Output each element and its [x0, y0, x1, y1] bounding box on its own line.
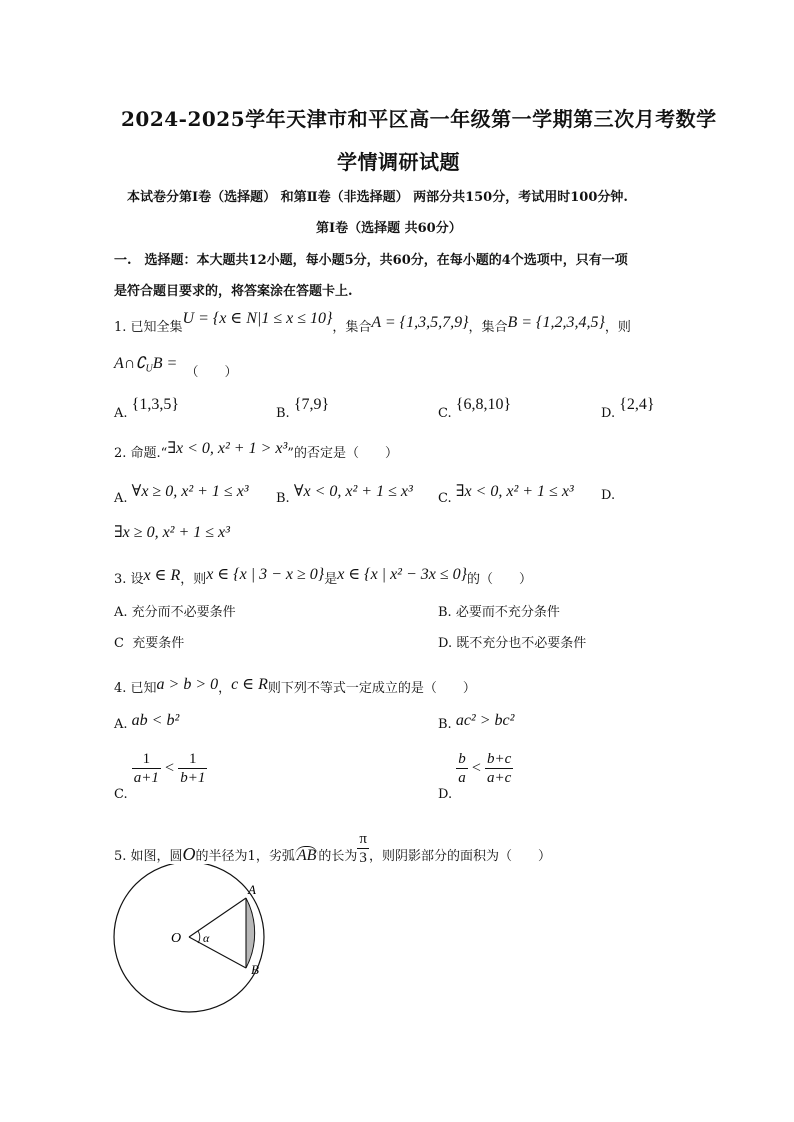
page-title-line1: 2024-2025学年天津市和平区高一年级第一学期第三次月考数学	[121, 107, 717, 131]
q1-option-a[interactable]: A. {1,3,5}	[114, 396, 180, 421]
q4-c-frac-right: $\frac{1}{b+1}$	[180, 751, 206, 786]
q1-expr-sub: U	[145, 363, 153, 375]
q3-option-b[interactable]: B. 必要而不充分条件	[438, 605, 560, 620]
q1-option-b[interactable]: B. {7,9}	[276, 396, 330, 421]
q2-option-d-value: ∃x ≥ 0, x² + 1 ≤ x³	[114, 524, 230, 541]
q3-option-d[interactable]: D. 既不充分也不必要条件	[438, 636, 587, 651]
q3-mid1: ，则	[180, 572, 207, 587]
q5-circle-O: O	[182, 844, 196, 864]
question-4	[114, 677, 476, 697]
q5-suffix: ，则阴影部分的面积为（ ）	[368, 849, 551, 864]
q4-cond2: c ∈ R	[231, 676, 268, 693]
q4-option-d[interactable]: D. $\frac{b}{a}$ < $\frac{b+c}{a+c}$	[438, 751, 512, 802]
radius-OA	[189, 898, 246, 937]
q4-option-b[interactable]: B. ac² > bc²	[438, 712, 515, 732]
q5-arc-AB: AB	[296, 847, 317, 864]
q2-prefix: 2. 命题.“	[114, 446, 168, 461]
q4-suffix: 则下列不等式一定成立的是（ ）	[267, 681, 476, 696]
q3-option-c[interactable]: C 充要条件	[114, 636, 185, 651]
q1-set-B: B = {1,2,3,4,5}	[507, 314, 605, 331]
q2-option-a[interactable]: A. ∀x ≥ 0, x² + 1 ≤ x³	[114, 483, 249, 506]
q3-option-a[interactable]: A. 充分而不必要条件	[114, 605, 236, 620]
instructions-line2: 是符合题目要求的，将答案涂在答题卡上.	[114, 284, 353, 299]
q2-option-b[interactable]: B. ∀x < 0, x² + 1 ≤ x³	[276, 483, 413, 506]
q4-c-frac-left: $\frac{1}{a+1}$	[133, 751, 159, 786]
q1-prefix: 1. 已知全集	[114, 320, 183, 335]
q5-prefix: 5. 如图，圆	[114, 849, 183, 864]
shaded-segment	[246, 898, 255, 968]
q1-mid2: ，集合	[468, 320, 508, 335]
q2-option-c[interactable]: C. ∃x < 0, x² + 1 ≤ x³	[438, 483, 574, 506]
q3-cond0: x ∈ R	[143, 567, 181, 584]
q2-option-d-label[interactable]: D.	[601, 488, 616, 503]
q3-prefix: 3. 设	[114, 572, 144, 587]
q4-d-frac-left: $\frac{b}{a}$	[458, 751, 466, 786]
exam-intro: 本试卷分第Ⅰ卷（选择题） 和第Ⅱ卷（非选择题） 两部分共150分，考试用时100分钟.	[127, 190, 628, 205]
q3-cond2: x ∈ {x | x² − 3x ≤ 0}	[337, 566, 468, 583]
q1-expression	[114, 353, 238, 380]
instructions-line1: 一. 选择题：本大题共12小题，每小题5分，共60分，在每小题的4个选项中，只有一项	[114, 253, 628, 268]
q1-expr: A∩∁	[114, 355, 146, 372]
label-B: B	[251, 962, 259, 977]
q1-option-d[interactable]: D. {2,4}	[601, 396, 655, 421]
question-2	[114, 442, 398, 462]
q4-option-c[interactable]: C. $\frac{1}{a+1}$ < $\frac{1}{b+1}$	[114, 751, 206, 802]
q1-option-c[interactable]: C. {6,8,10}	[438, 396, 512, 421]
q1-set-U: U = {x ∈ N|1 ≤ x ≤ 10}	[182, 310, 333, 327]
q2-proposition: ∃x < 0, x² + 1 > x³	[167, 440, 288, 457]
label-O: O	[171, 931, 182, 946]
q3-suffix: 的（ ）	[467, 572, 533, 587]
q1-expr2: B =	[152, 355, 178, 372]
page-title-line2: 学情调研试题	[337, 150, 460, 174]
q1-answer-paren: （ ）	[185, 365, 238, 380]
q4-prefix: 4. 已知	[114, 681, 157, 696]
q4-d-frac-right: $\frac{b+c}{a+c}$	[487, 751, 512, 786]
label-A: A	[248, 882, 256, 897]
label-alpha: α	[203, 931, 210, 945]
q5-arc-length-frac: $\frac{\pi}{3}$	[359, 831, 367, 866]
q5-mid1: 的半径为1，劣弧	[195, 849, 295, 864]
q3-cond1: x ∈ {x | 3 − x ≥ 0}	[206, 566, 325, 583]
q5-mid2: 的长为	[318, 849, 358, 864]
q1-mid1: ，集合	[332, 320, 372, 335]
q4-cond1: a > b > 0	[156, 676, 219, 693]
section-title: 第Ⅰ卷（选择题 共60分）	[316, 221, 462, 236]
question-1	[114, 310, 631, 336]
q3-mid2: 是	[324, 572, 338, 587]
q2-suffix: ”的否定是（ ）	[287, 446, 398, 461]
circle-sector-figure	[100, 864, 300, 1054]
angle-alpha-arc	[198, 931, 200, 943]
circle-outline	[114, 864, 264, 1012]
q4-option-a[interactable]: A. ab < b²	[114, 712, 180, 732]
question-3	[114, 568, 532, 588]
q1-set-A: A = {1,3,5,7,9}	[371, 314, 469, 331]
radius-OB	[189, 937, 246, 968]
q1-suffix: ，则	[604, 320, 631, 335]
q4-sep: ，	[218, 681, 232, 696]
